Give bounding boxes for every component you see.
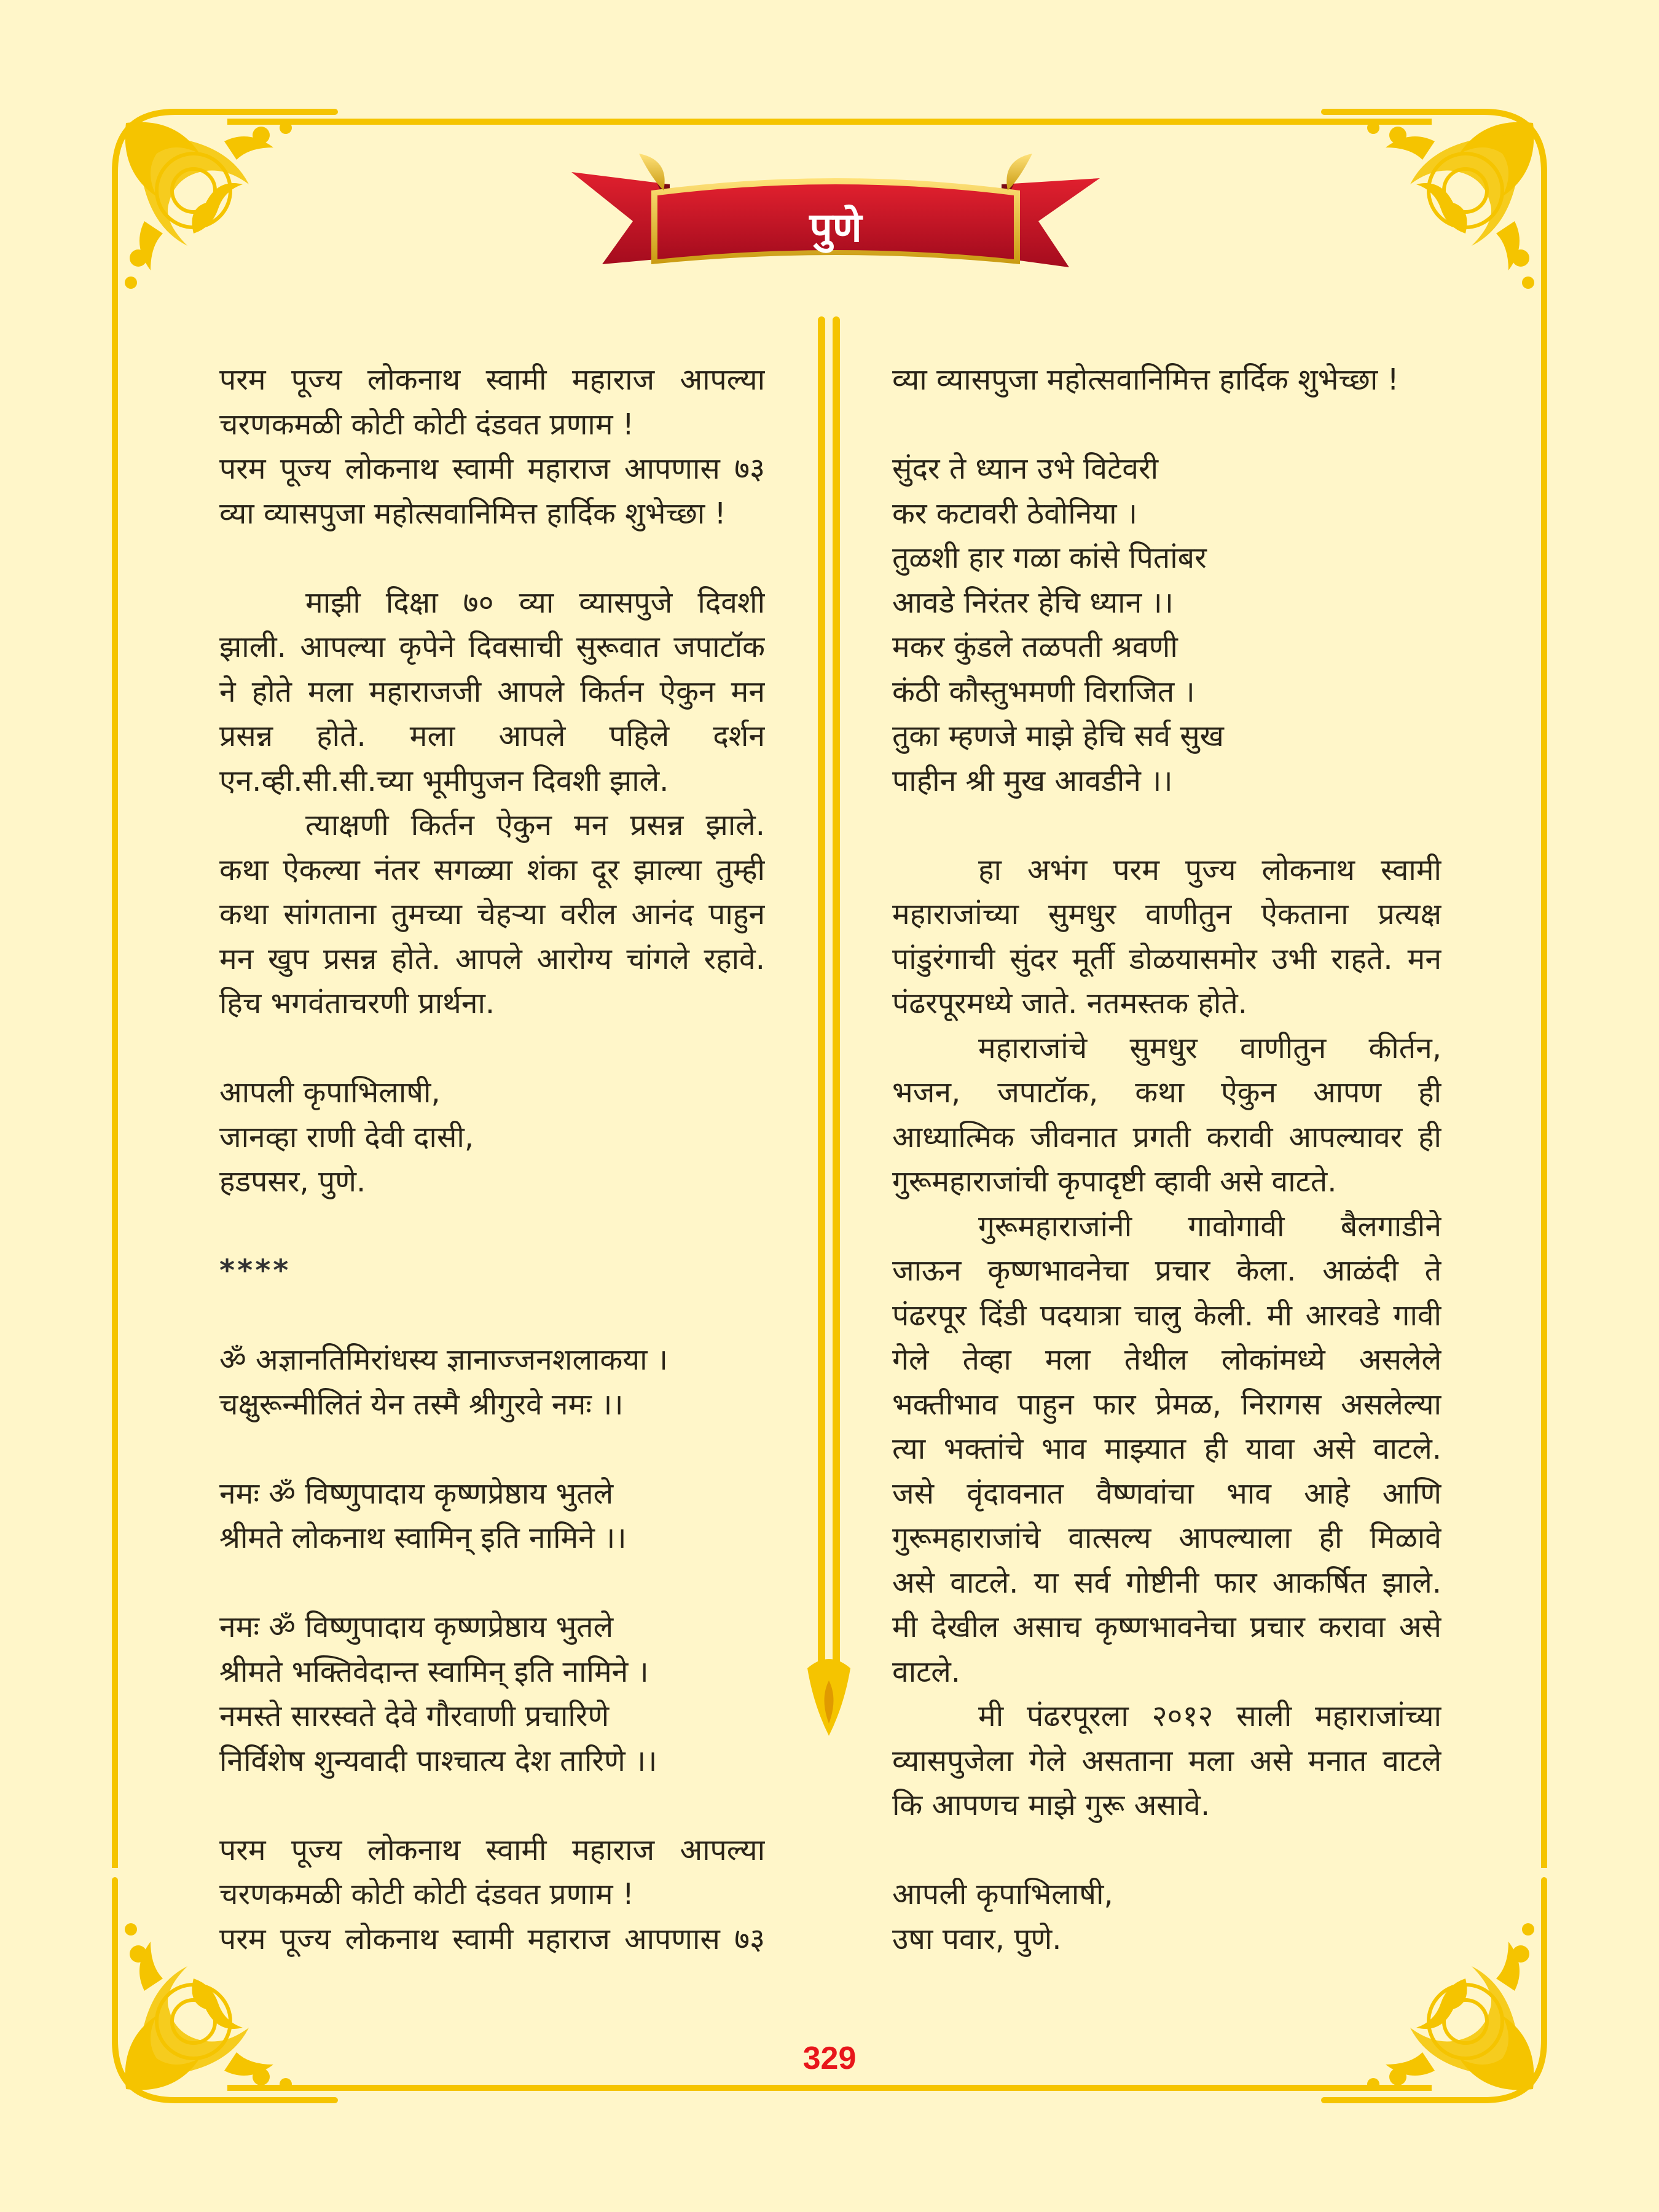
spacer	[219, 1293, 765, 1338]
mantra-line: श्रीमते भक्तिवेदान्त स्वामिन् इति नामिने ।	[219, 1654, 649, 1689]
corner-ornament-top-left	[101, 98, 347, 344]
signature-line: हडपसर, पुणे.	[219, 1164, 366, 1199]
text-line: प्रसन्न होते. मला आपले पहिले दर्शन	[219, 719, 765, 753]
text-line: गेले तेव्हा मला तेथील लोकांमध्ये असलेले	[892, 1343, 1441, 1377]
text-line: पंढरपूर दिंडी पदयात्रा चालु केली. मी आरवडे गावी	[892, 1298, 1441, 1333]
mantra-line: निर्विशेष शुन्यवादी पाश्चात्य देश तारिणे ।।	[219, 1743, 657, 1778]
text-line: त्याक्षणी किर्तन ऐकुन मन प्रसन्न झाले.	[305, 808, 765, 842]
spacer	[892, 803, 1441, 848]
section-separator: ****	[219, 1253, 291, 1288]
mantra-line: श्रीमते लोकनाथ स्वामिन् इति नामिने ।।	[219, 1521, 627, 1555]
text-line: परम पूज्य लोकनाथ स्वामी महाराज आपल्या	[219, 363, 765, 397]
text-line: कथा ऐकल्या नंतर सगळ्या शंका दूर झाल्या तुम्ही	[219, 852, 765, 887]
text-line: चरणकमळी कोटी कोटी दंडवत प्रणाम !	[219, 1877, 635, 1912]
frame-left-border	[112, 332, 118, 1868]
text-line: मन खुप प्रसन्न होते. आपले आरोग्य चांगले रहावे.	[219, 941, 765, 976]
spacer	[219, 1561, 765, 1606]
mantra-line: ॐ अज्ञानतिमिरांधस्य ज्ञानाज्जनशलाकया ।	[219, 1343, 669, 1377]
text-line: परम पूज्य लोकनाथ स्वामी महाराज आपणास ७३	[219, 452, 765, 486]
poem-line: मकर कुंडले तळपती श्रवणी	[892, 630, 1178, 664]
spacer	[892, 402, 1441, 447]
text-line: व्या व्यासपुजा महोत्सवानिमित्त हार्दिक शुभेच्छा !	[219, 496, 726, 531]
poem-line: तुळशी हार गळा कांसे पितांबर	[892, 541, 1207, 575]
left-column	[219, 358, 765, 1961]
text-line: गुरूमहाराजांनी गावोगावी बैलगाडीने	[978, 1209, 1441, 1244]
poem-line: कर कटावरी ठेवोनिया ।	[892, 496, 1138, 531]
text-line: महाराजांचे सुमधुर वाणीतुन कीर्तन,	[978, 1030, 1441, 1065]
mantra-line: नमस्ते सारस्वते देवे गौरवाणी प्रचारिणे	[219, 1699, 610, 1733]
signature-line: जानव्हा राणी देवी दासी,	[219, 1120, 474, 1155]
frame-top-border	[227, 119, 1432, 125]
signature-line: उषा पवार, पुणे.	[892, 1921, 1062, 1956]
text-line: जाऊन कृष्णभावनेचा प्रचार केला. आळंदी ते	[892, 1253, 1441, 1288]
text-line: परम पूज्य लोकनाथ स्वामी महाराज आपणास ७३	[219, 1921, 765, 1956]
mantra-line: चक्षुरून्मीलितं येन तस्मै श्रीगुरवे नमः ।।	[219, 1387, 624, 1422]
text-line: हिच भगवंताचरणी प्रार्थना.	[219, 986, 495, 1021]
text-line: वाटले.	[892, 1654, 961, 1689]
mantra-line: नमः ॐ विष्णुपादाय कृष्णप्रेष्ठाय भुतले	[219, 1610, 614, 1644]
mantra-line: नमः ॐ विष्णुपादाय कृष्णप्रेष्ठाय भुतले	[219, 1476, 614, 1511]
text-line: पंढरपूरमध्ये जाते. नतमस्तक होते.	[892, 986, 1247, 1021]
right-column	[892, 358, 1441, 1961]
text-line: झाली. आपल्या कृपेने दिवसाची सुरूवात जपाटॉक	[219, 630, 765, 664]
text-line: भजन, जपाटॉक, कथा ऐकुन आपण ही	[892, 1075, 1441, 1110]
text-line: व्या व्यासपुजा महोत्सवानिमित्त हार्दिक शुभेच्छा !	[892, 363, 1399, 397]
text-line: कि आपणच माझे गुरू असावे.	[892, 1788, 1210, 1822]
column-divider	[801, 310, 857, 1742]
text-line: माझी दिक्षा ७० व्या व्यासपुजे दिवशी	[305, 585, 765, 620]
text-line: मी देखील असाच कृष्णभावनेचा प्रचार करावा असे	[892, 1610, 1441, 1644]
corner-ornament-top-right	[1312, 98, 1558, 344]
text-line: गुरूमहाराजांचे वात्सल्य आपल्याला ही मिळावे	[892, 1521, 1441, 1555]
signature-line: आपली कृपाभिलाषी,	[219, 1075, 441, 1110]
text-line: महाराजांच्या सुमधुर वाणीतुन ऐकताना प्रत्यक्ष	[892, 897, 1441, 931]
spacer	[219, 1026, 765, 1071]
text-line: व्यासपुजेला गेले असताना मला असे मनात वाटले	[892, 1743, 1441, 1778]
text-line: असे वाटले. या सर्व गोष्टीनी फार आकर्षित झाले.	[892, 1565, 1441, 1600]
spacer	[892, 1828, 1441, 1873]
text-line: जसे वृंदावनात वैष्णवांचा भाव आहे आणि	[892, 1476, 1441, 1511]
signature-line: आपली कृपाभिलाषी,	[892, 1877, 1113, 1912]
page-number: 329	[802, 2041, 857, 2076]
text-line: चरणकमळी कोटी कोटी दंडवत प्रणाम !	[219, 407, 635, 442]
text-line: हा अभंग परम पुज्य लोकनाथ स्वामी	[978, 852, 1441, 887]
text-line: मी पंढरपूरला २०१२ साली महाराजांच्या	[978, 1699, 1441, 1733]
text-line: एन.व्ही.सी.सी.च्या भूमीपुजन दिवशी झाले.	[219, 763, 669, 798]
text-line: कथा सांगताना तुमच्या चेहऱ्या वरील आनंद पाहुन	[219, 897, 765, 931]
poem-line: कंठी कौस्तुभमणी विराजित ।	[892, 674, 1195, 709]
spacer	[219, 536, 765, 581]
text-line: ने होते मला महाराजजी आपले किर्तन ऐकुन मन	[219, 674, 765, 709]
frame-right-border	[1541, 332, 1547, 1868]
poem-line: पाहीन श्री मुख आवडीने ।।	[892, 763, 1173, 798]
poem-line: सुंदर ते ध्यान उभे विटेवरी	[892, 452, 1159, 486]
poem-line: आवडे निरंतर हेचि ध्यान ।।	[892, 585, 1174, 620]
frame-bottom-border	[227, 2085, 1432, 2091]
text-line: परम पूज्य लोकनाथ स्वामी महाराज आपल्या	[219, 1832, 765, 1867]
spacer	[219, 1783, 765, 1828]
page-title: पुणे	[809, 204, 862, 251]
text-line: गुरूमहाराजांची कृपादृष्टी व्हावी असे वाटते.	[892, 1164, 1337, 1199]
text-line: त्या भक्तांचे भाव माझ्यात ही यावा असे वाटले.	[892, 1432, 1441, 1466]
text-line: पांडुरंगाची सुंदर मूर्ती डोळयासमोर उभी राहते. मन	[892, 941, 1441, 976]
spacer	[219, 1204, 765, 1249]
text-line: आध्यात्मिक जीवनात प्रगती करावी आपल्यावर ही	[892, 1120, 1441, 1155]
text-line: भक्तीभाव पाहुन फार प्रेमळ, निरागस असलेल्या	[892, 1387, 1441, 1422]
poem-line: तुका म्हणजे माझे हेचि सर्व सुख	[892, 719, 1224, 753]
spacer	[219, 1427, 765, 1472]
